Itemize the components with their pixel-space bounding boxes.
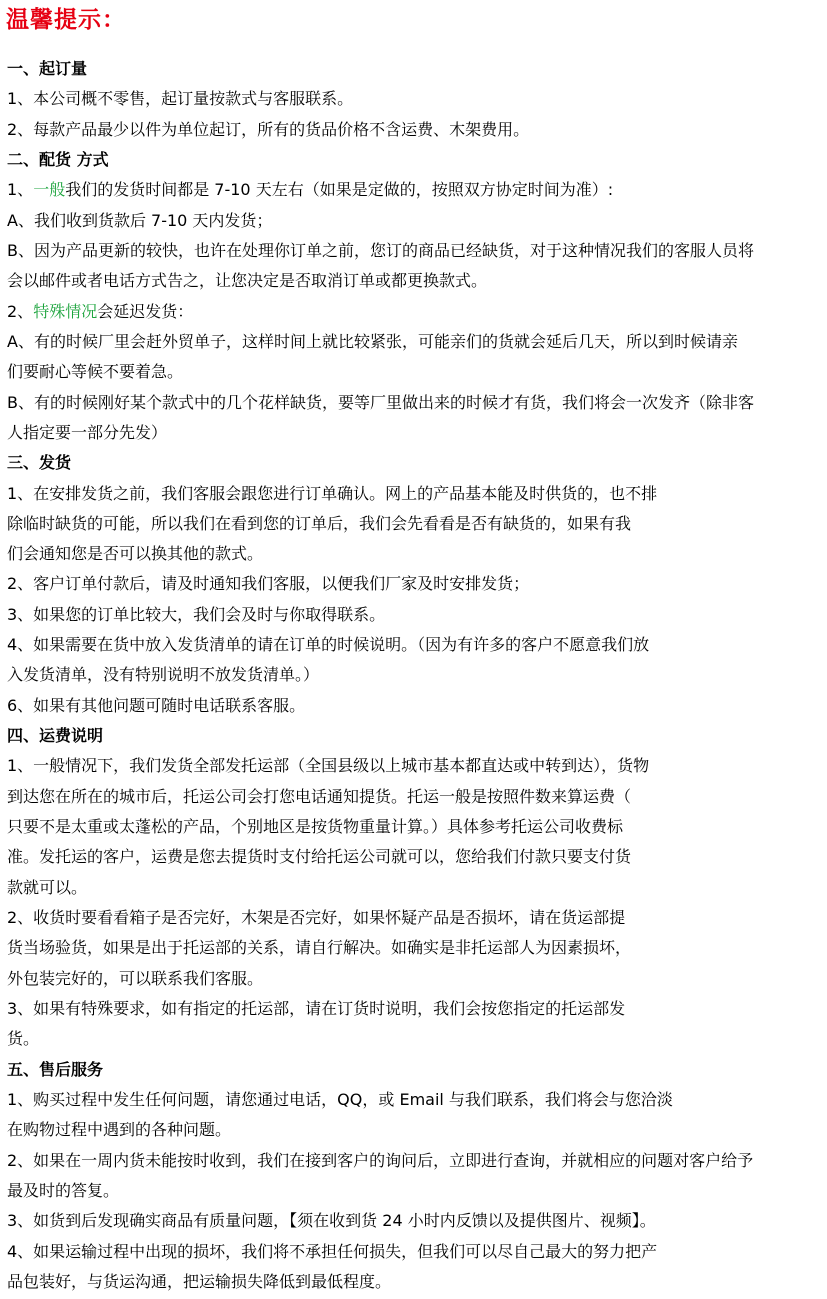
notice-line: A、有的时候厂里会赶外贸单子，这样时间上就比较紧张，可能亲们的货就会延后几天，所以到时候请亲 bbox=[7, 331, 738, 351]
highlighted-term: 一般 bbox=[33, 180, 66, 200]
section-heading: 二、配货 方式 bbox=[7, 150, 109, 169]
notice-line: 只要不是太重或太蓬松的产品，个别地区是按货物重量计算。）具体参考托运公司收费标 bbox=[7, 817, 624, 836]
notice-line: 1、在安排发货之前，我们客服会跟您进行订单确认。网上的产品基本能及时供货的，也不排 bbox=[7, 483, 658, 503]
notice-line: 货当场验货，如果是出于托运部的关系，请自行解决。如确实是非托运部人为因素损坏， bbox=[7, 938, 632, 958]
section-heading: 一、起订量 bbox=[7, 59, 88, 78]
notice-line: A、我们收到货款后 7-10 天内发货； bbox=[7, 210, 273, 230]
line-prefix: 1、 bbox=[7, 180, 34, 200]
notice-line: 到达您在所在的城市后，托运公司会打您电话通知提货。托运一般是按照件数来算运费（ bbox=[7, 786, 632, 806]
notice-line: 外包装完好的，可以联系我们客服。 bbox=[7, 968, 264, 988]
notice-line: 最及时的答复。 bbox=[7, 1180, 120, 1200]
notice-line: B、因为产品更新的较快，也许在处理你订单之前，您订的商品已经缺货，对于这种情况我们的客服人员将 bbox=[7, 240, 754, 260]
line-prefix: 2、 bbox=[7, 301, 34, 321]
notice-line: 2、每款产品最少以件为单位起订，所有的货品价格不含运费、木架费用。 bbox=[7, 119, 530, 139]
notice-line: 4、如果运输过程中出现的损坏，我们将不承担任何损失，但我们可以尽自己最大的努力把产 bbox=[7, 1241, 658, 1261]
notice-line: B、有的时候刚好某个款式中的几个花样缺货，要等厂里做出来的时候才有货，我们将会一次发齐（除非客 bbox=[7, 392, 754, 412]
notice-line: 6、如果有其他问题可随时电话联系客服。 bbox=[7, 695, 306, 715]
notice-line: 们要耐心等候不要着急。 bbox=[7, 362, 184, 382]
notice-line: 在购物过程中遇到的各种问题。 bbox=[7, 1120, 232, 1140]
notice-line: 们会通知您是否可以换其他的款式。 bbox=[7, 544, 264, 564]
notice-title: 温馨提示： bbox=[6, 7, 126, 33]
section-heading: 三、发货 bbox=[7, 453, 72, 473]
notice-line: 2、收货时要看看箱子是否完好，木架是否完好，如果怀疑产品是否损坏，请在货运部提 bbox=[7, 908, 626, 927]
notice-line: 1、购买过程中发生任何问题，请您通过电话，QQ，或 Email 与我们联系，我们将会与您洽淡 bbox=[7, 1089, 673, 1109]
notice-line: 入发货清单，没有特别说明不放发货清单。） bbox=[7, 665, 320, 685]
notice-line: 人指定要一部分先发） bbox=[7, 422, 168, 442]
notice-line: 4、如果需要在货中放入发货清单的请在订单的时候说明。（因为有许多的客户不愿意我们放 bbox=[7, 635, 650, 655]
section-heading: 五、售后服务 bbox=[7, 1059, 104, 1079]
notice-line: 款就可以。 bbox=[7, 877, 88, 897]
notice-line: 1、本公司概不零售，起订量按款式与客服联系。 bbox=[7, 89, 354, 109]
notice-line: 2、如果在一周内货未能按时收到，我们在接到客户的询问后，立即进行查询，并就相应的问题对客户给予 bbox=[7, 1150, 754, 1170]
highlighted-term: 特殊情况 bbox=[33, 301, 98, 321]
notice-line: 货。 bbox=[7, 1029, 40, 1049]
notice-line: 会以邮件或者电话方式告之，让您决定是否取消订单或都更换款式。 bbox=[7, 271, 488, 291]
line-suffix: 我们的发货时间都是 7-10 天左右（如果是定做的，按照双方协定时间为准）: bbox=[65, 180, 614, 200]
notice-line bbox=[7, 178, 613, 202]
notice-line bbox=[7, 300, 193, 324]
line-suffix: 会延迟发货： bbox=[97, 301, 194, 321]
notice-line: 准。发托运的客户，运费是您去提货时支付给托运公司就可以，您给我们付款只要支付货 bbox=[7, 847, 632, 867]
section-heading: 四、运费说明 bbox=[7, 726, 104, 745]
notice-line: 除临时缺货的可能，所以我们在看到您的订单后，我们会先看看是否有缺货的，如果有我 bbox=[7, 513, 632, 533]
notice-line: 品包装好，与货运沟通，把运输损失降低到最低程度。 bbox=[7, 1271, 392, 1291]
notice-line: 1、一般情况下，我们发货全部发托运部（全国县级以上城市基本都直达或中转到达），货物 bbox=[7, 756, 650, 776]
notice-line: 3、如货到后发现确实商品有质量问题，【须在收到货 24 小时内反馈以及提供图片、视频】。 bbox=[7, 1211, 656, 1231]
notice-line: 2、客户订单付款后，请及时通知我们客服，以便我们厂家及时安排发货； bbox=[7, 574, 530, 594]
notice-line: 3、如果有特殊要求，如有指定的托运部，请在订货时说明，我们会按您指定的托运部发 bbox=[7, 998, 626, 1018]
notice-line: 3、如果您的订单比较大，我们会及时与你取得联系。 bbox=[7, 604, 386, 624]
